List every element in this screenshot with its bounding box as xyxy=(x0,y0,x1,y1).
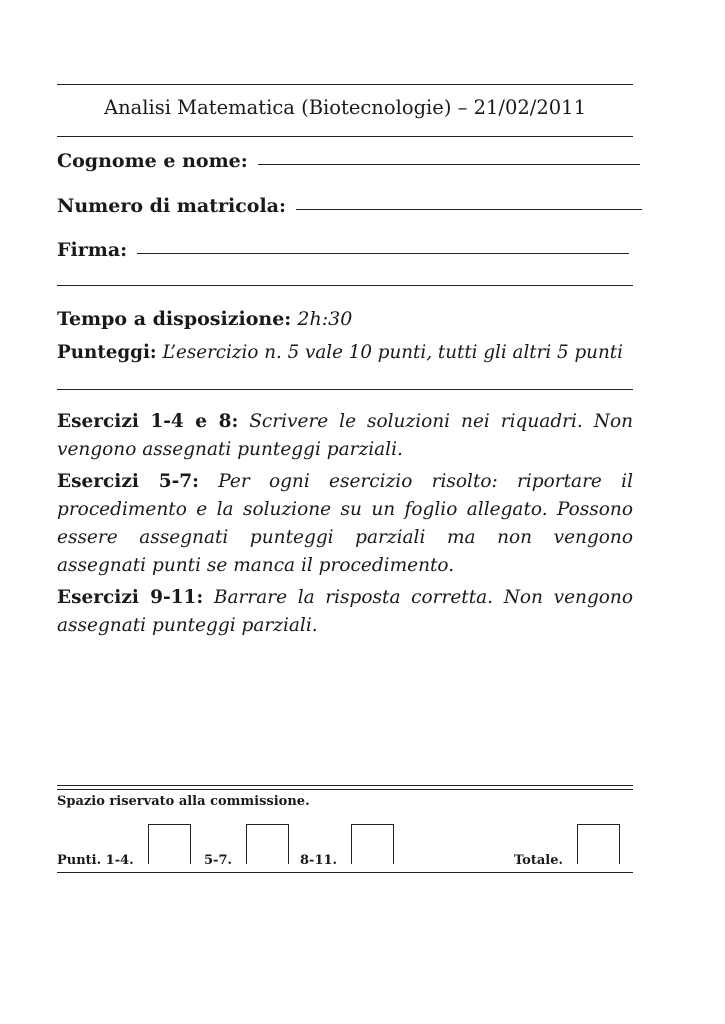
time-label: Tempo a disposizione: xyxy=(57,308,292,330)
scores-info xyxy=(57,339,633,367)
scores-value: L’esercizio n. 5 vale 10 punti, tutti gli altri 5 punti xyxy=(162,342,623,363)
label-8-11: 8-11. xyxy=(300,853,338,868)
matricola-label: Numero di matricola: xyxy=(57,195,286,217)
name-label: Cognome e nome: xyxy=(57,150,248,172)
firma-input-line[interactable] xyxy=(137,253,629,254)
commission-rule-top xyxy=(57,785,633,786)
time-info xyxy=(57,305,633,333)
score-box-totale[interactable] xyxy=(577,824,620,864)
fields-rule xyxy=(57,285,633,286)
totale-label: Totale. xyxy=(514,853,564,868)
name-input-line[interactable] xyxy=(258,164,640,165)
punti-label: Punti. 1-4. xyxy=(57,853,134,868)
scores-label: Punteggi: xyxy=(57,342,157,363)
instruction-5-7 xyxy=(57,468,633,580)
matricola-input-line[interactable] xyxy=(296,209,642,210)
score-box-1-4[interactable] xyxy=(148,824,191,864)
instruction-label: Esercizi 5-7: xyxy=(57,471,199,492)
instruction-9-11 xyxy=(57,584,633,640)
commission-rule-top-2 xyxy=(57,789,633,790)
top-rule xyxy=(57,84,633,85)
instruction-label: Esercizi 9-11: xyxy=(57,587,204,608)
instruction-text: Per ogni esercizio risolto: riportare il procedimento e la soluzione su un foglio allegato. Possono essere assegnati punteggi parziali ma non vengono assegnati punti se manca il procedimento. xyxy=(57,471,633,576)
matricola-field xyxy=(57,195,642,217)
page-title: Analisi Matematica (Biotecnologie) – 21/02/2011 xyxy=(104,96,586,119)
info-rule xyxy=(57,389,633,390)
instruction-1-4-8 xyxy=(57,408,633,464)
name-field xyxy=(57,150,640,172)
score-box-5-7[interactable] xyxy=(246,824,289,864)
firma-field xyxy=(57,239,629,261)
label-5-7: 5-7. xyxy=(204,853,233,868)
commission-title: Spazio riservato alla commissione. xyxy=(57,794,310,809)
instruction-label: Esercizi 1-4 e 8: xyxy=(57,411,239,432)
instruction-text: Scrivere le soluzioni nei riquadri. Non vengono assegnati punteggi parziali. xyxy=(57,411,633,460)
firma-label: Firma: xyxy=(57,239,128,261)
title-rule xyxy=(57,136,633,137)
instruction-text: Barrare la risposta corretta. Non vengono assegnati punteggi parziali. xyxy=(57,587,633,636)
time-value: 2h:30 xyxy=(297,308,353,330)
commission-rule-bottom xyxy=(57,872,633,873)
score-box-8-11[interactable] xyxy=(351,824,394,864)
